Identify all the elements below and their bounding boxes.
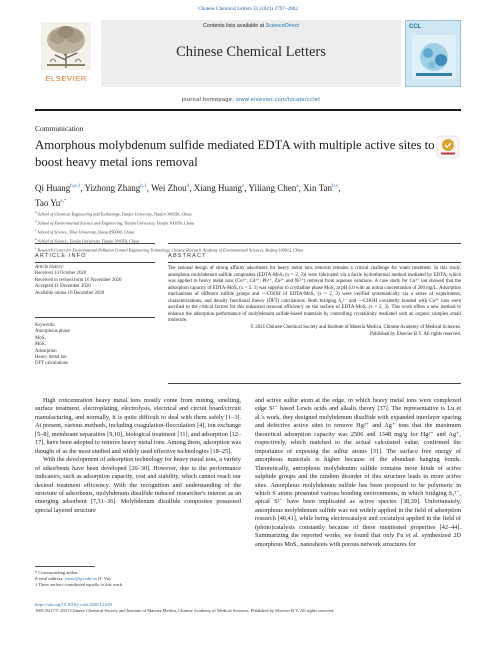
author[interactable]: Yizhong Zhang$^{b,1}$	[84, 183, 147, 193]
header-divider	[35, 109, 461, 111]
email-note: E-mail address: yutao@tju.edu.cn (T. Yu).	[35, 576, 112, 581]
elsevier-wordmark: ELSEVIER	[45, 74, 87, 83]
author[interactable]: Tao $Yu^{a,*}$	[35, 197, 67, 208]
abstract-top-rule	[168, 243, 461, 244]
journal-cover-thumbnail[interactable]	[405, 20, 461, 87]
abstract-text: The rational design of strong affinity adsorbents for heavy metal ions removal remains a critical challenge for water treatment. In this study, amorphous molybdenum sulfide composites (EDTA-MoSₓ (x = 2, 3)) were fabricated via a facile hydrothermal method mediated by EDTA, which was applied to heavy metal ions (Cu²⁺, Cd²⁺, Pb²⁺, Zn²⁺ and Ni²⁺) removal from aqueous solutions. A case study for Cu²⁺ ion showed that the adsorption capacity of EDTA-MoSₓ (x = 2, 3) was superior to crystalline phase MoS₂ at pH 6.0 with an initial concentration of 200 mg/L. Adsorption mechanisms of different sulfide groups and —COOH of EDTA-MoSₓ (x = 2, 3) were verified systematically via a series of experiments, characterizations, and density functional theory (DFT) calculations. Both bridging S₂²⁻ and —COOH covalently bonded with Cu²⁺ ions were ascribed to the critical factors for this enhanced removal efficiency on the surface of EDTA-MoSₓ (x = 2, 3). This work offers a new method to enhance the adsorption performance of molybdenum sulfide-based materials by controlling crystallinity mediated with an organic complex small molecule.	[168, 266, 461, 324]
footnotes	[35, 570, 235, 588]
history-item: Available online 16 December 2020	[35, 290, 105, 296]
elsevier-tree-icon	[41, 22, 91, 70]
keyword: DFT calculations	[35, 361, 69, 367]
keywords-title: Keywords:	[35, 323, 56, 328]
history-item: Received 14 October 2020	[35, 271, 87, 277]
author-email-link[interactable]: yutao@tju.edu.cn	[64, 576, 97, 581]
history-title: Article history:	[35, 265, 65, 270]
article-info-rule	[35, 262, 155, 263]
contents-prefix: Contents lists available at	[203, 23, 266, 29]
history-item: Received in revised form 16 November 2020	[35, 277, 122, 283]
affiliation: $^c$ School of Science, Tibet University, Lhasa 850000, China	[35, 227, 135, 235]
author[interactable]: Wei Zhou$^d$	[151, 183, 190, 193]
contents-line	[101, 23, 401, 29]
rights-statement: 1001-8417/© 2021 Chinese Chemical Society and Institute of Materia Medica, Chinese Academy of Medical Sciences. Published by Elsevier B.V. All rights reserved.	[35, 608, 335, 613]
body-paragraph: and active sulfur atom at the edge, in which heavy metal ions were complexed edge S²⁻ based Lewis acids and alkalis theory [37]. The representative is Lu et al.'s work, they designed molybdenum disulfide with expanded interlayer spacing and defective active sites to remove Hg²⁺ and Ag⁺ ions that the maximum theoretical adsorption capacity was 2506 and 1348 mg/g for Hg²⁺ and Ag⁺, respectively, which matched to the actual calculated value, confirmed the importance of exposing the sulfur atoms [31]. The surface free energy of amorphous materials is higher because of the abundant hanging bonds. Theoretically, amorphous molybdenum sulfide contains more kinds of active sulphide groups and the random disorder of this structure leads to more active sites. Amorphous molybdenum sulfide has been proposed to be polymeric in which S atoms presented various bonding environments, in which bridging S₂²⁻, apical S²⁻ have been implicated as active species [38,39]. Unfortunately, amorphous molybdenum sulfide was not widely applied in the field of adsorption research [40,41], while being electrocatalyst and cocatalyst applied in the field of (photo)catalysis constantly because of these mentioned properties [42–44]. Summarizing the reported works, we found that only Fu et al. synthesized 2D amorphous MoS₃ nanosheets with porous network structures for	[255, 397, 461, 548]
author[interactable]: Qi Huang$^{b,e,1}$	[35, 183, 81, 193]
cover-badge: CCL	[409, 24, 422, 30]
article-type: Communication	[35, 124, 84, 133]
journal-homepage-link[interactable]: www.elsevier.com/locate/cclet	[236, 97, 321, 103]
affiliation: $^a$ School of Chemical Engineering and Technology, Tianjin University, Tianjin 300350, China	[35, 210, 192, 217]
cover-art-image	[412, 35, 456, 79]
keyword: MoSₓ	[35, 342, 46, 348]
keyword-list	[35, 323, 145, 368]
history-divider	[35, 317, 155, 318]
author[interactable]: Xin Tan$^{b,c}$	[303, 183, 339, 193]
abstract-heading: ABSTRACT	[168, 253, 207, 259]
journal-homepage-line	[101, 97, 401, 103]
article-info-top-rule	[35, 243, 155, 244]
history-item: Accepted 11 December 2020	[35, 284, 91, 290]
keyword: Amorphous phase	[35, 329, 70, 335]
author-list: Qi Huang$^{b,e,1}$, Yizhong Zhang$^{b,1}$, Wei Zhou$^d$, Xiang Huang$^c$, Yiliang Chen$^a$, Xin Tan$^{b,c}$, Tao $Yu^{a,*}$	[35, 183, 341, 208]
journal-title: Chinese Chemical Letters	[176, 44, 326, 60]
doi-link[interactable]: https://doi.org/10.1016/j.cclet.2020.12.020	[35, 602, 112, 607]
elsevier-logo[interactable]	[35, 20, 97, 87]
sciencedirect-link[interactable]: ScienceDirect	[265, 23, 299, 29]
keyword: MoSₓ	[35, 335, 46, 341]
affiliation: $^e$ Research Center for Environmental Pollution Control Engineering Technology, Chinese Research Academy of Environmental Sciences, Beijing 100012, China	[35, 245, 304, 253]
affiliations	[35, 209, 461, 254]
keyword: Heavy metal ion	[35, 355, 67, 361]
body-paragraph: With the development of adsorption technology for heavy metal ions, a variety of adsorbents have been developed [26–30]. However, due to the performance indicators, such as adsorption capacity, cost and stability, which cannot reach our desired treatment efficiency. With the recognition and understanding of the structure of adsorbents, molybdenum disulfide induced researcher's interest as an emerging adsorbent [7,31–36]. Molybdenum disulfide composites possessed special layered structure	[35, 456, 241, 514]
body-left-column	[35, 397, 241, 515]
journal-citation[interactable]: Chinese Chemical Letters 32 (2021) 2797–2802	[198, 6, 298, 12]
affiliation: $^b$ School of Environmental Science and Engineering, Tianjin University, Tianjin 300350, China	[35, 218, 195, 226]
affiliation: $^d$ School of Science, Tianjin University, Tianjin 300350, China	[35, 236, 140, 244]
doi-footer	[35, 602, 461, 614]
body-paragraph: High concentration heavy metal ions mostly come from mining, smelting, surface treatment, electroplating, electrolysis, electrical and circuit board/circuit manufacturing, and normally, it is quite difficult to deal with them safely [1–3]. At present, various methods, including coagulation-flocculation [4], ion exchange [5–8], membrane separation [9,10], biological treatment [11], and adsorption [12–17], have been adopted to remove heavy metal ions. Among them, adsorption was thought of as the most studied and widely used effective technologies [18–25].	[35, 397, 241, 455]
footnote-rule	[35, 566, 95, 567]
article-info-heading: ARTICLE INFO	[35, 253, 87, 259]
abstract-section	[168, 262, 461, 339]
abstract-copyright: © 2021 Chinese Chemical Society and Institute of Materia Medica, Chinese Academy of Medical Sciences.	[250, 325, 461, 331]
journal-header-box	[101, 20, 401, 87]
author[interactable]: Yiliang Chen$^a$	[248, 183, 299, 193]
article-history	[35, 265, 145, 297]
check-for-updates-icon[interactable]	[436, 135, 460, 159]
equal-contribution-note: 1 These authors contributed equally to this work.	[35, 582, 124, 587]
homepage-prefix: journal homepage:	[181, 97, 237, 103]
body-right-column	[255, 397, 461, 549]
corresponding-author-note: * Corresponding author.	[35, 570, 79, 575]
author[interactable]: Xiang Huang$^c$	[193, 183, 245, 193]
abstract-publisher: Published by Elsevier B.V. All rights reserved.	[369, 332, 461, 338]
abstract-bottom-rule	[168, 383, 461, 384]
keyword: Adsorption	[35, 348, 57, 354]
article-title: Amorphous molybdenum sulfide mediated EDTA with multiple active sites to boost heavy metal ions removal	[35, 138, 435, 169]
